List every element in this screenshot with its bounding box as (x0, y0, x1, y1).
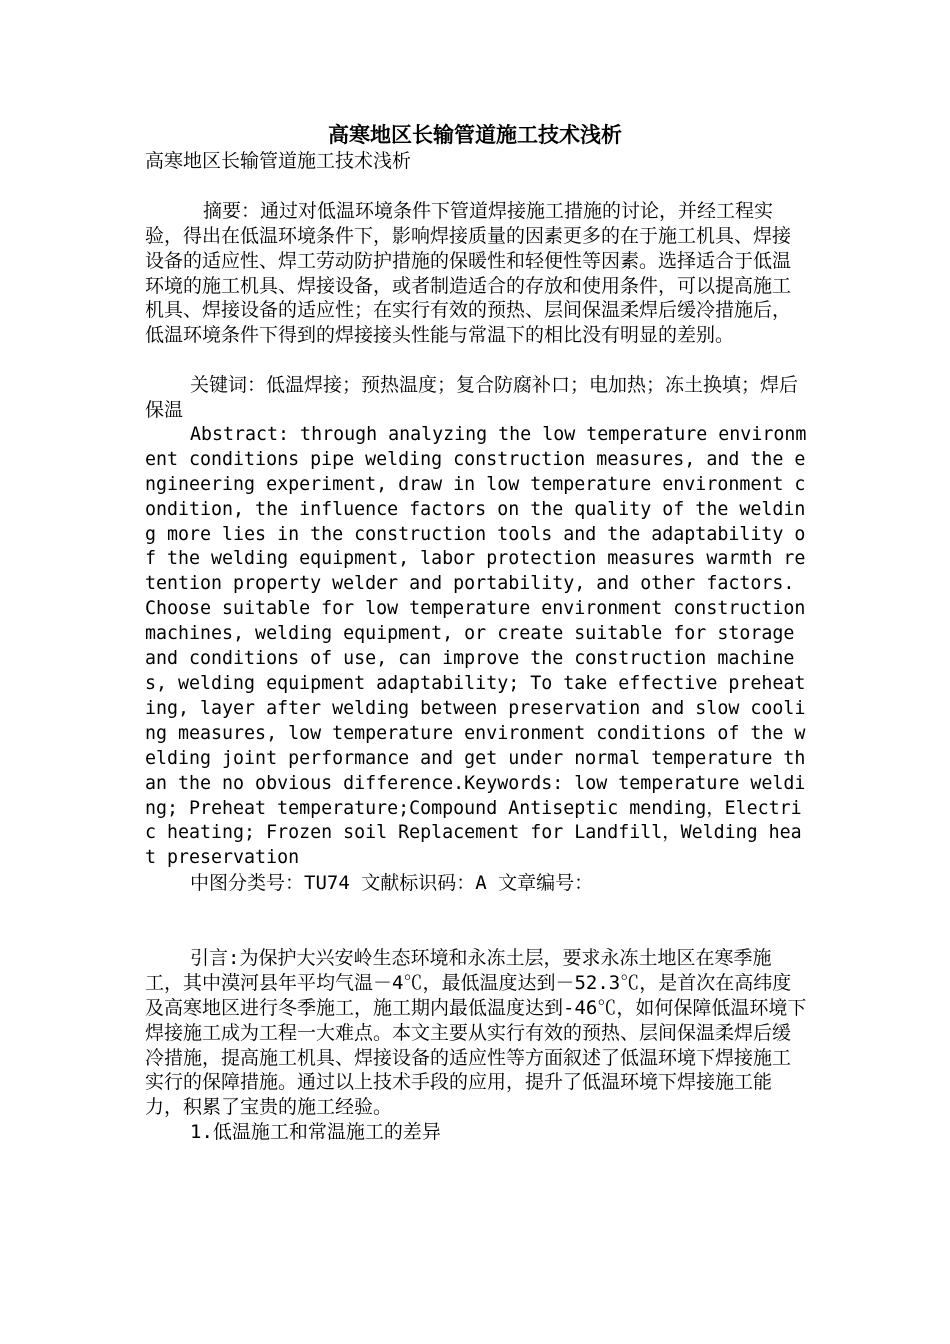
classification-line: 中图分类号：TU74 文献标识码：A 文章编号： (190, 872, 594, 895)
abstract-en: Abstract: through analyzing the low temperature environment conditions pipe welding construction measures, and the engineering experiment, draw in low temperature environment condition, the influence factors on the quality of the welding more lies in the construction tools and the adaptability of the welding equipment, labor protection measures warmth retention property welder and portability, and other factors. Choose suitable for low temperature environment construction machines, welding equipment, or create suitable for storage and conditions of use, can improve the construction machines, welding equipment adaptability; To take effective preheating, layer after welding between preservation and slow cooling measures, low temperature environment conditions of the welding joint performance and get under normal temperature than the no obvious difference.Keywords: low temperature welding; Preheat temperature;Compound Antiseptic mending，Electric heating; Frozen soil Replacement for Landfill，Welding heat preservation (145, 423, 817, 869)
section-heading-1: 1.低温施工和常温施工的差异 (190, 1121, 441, 1144)
document-body (145, 149, 817, 1145)
spacer (145, 348, 807, 373)
document-subtitle: 高寒地区长输管道施工技术浅析 (145, 150, 412, 172)
spacer (145, 896, 807, 946)
document-title: 高寒地区长输管道施工技术浅析 (328, 122, 622, 147)
keywords-cn: 关键词：低温焊接；预热温度；复合防腐补口；电加热；冻土换填；焊后保温 (145, 374, 799, 422)
introduction: 引言:为保护大兴安岭生态环境和永冻土层，要求永冻土地区在寒季施工，其中漠河县年平均气温－4℃，最低温度达到－52.3℃，是首次在高纬度及高寒地区进行冬季施工，施工期内最低温度达到-46℃，如何保障低温环境下焊接施工成为工程一大难点。本文主要从实行有效的预热、层间保温柔焊后缓冷措施，提高施工机具、焊接设备的适应性等方面叙述了低温环境下焊接施工实行的保障措施。通过以上技术手段的应用，提升了低温环境下焊接施工能力，积累了宝贵的施工经验。 (145, 946, 807, 1119)
spacer (145, 174, 807, 199)
abstract-cn: 摘要：通过对低温环境条件下管道焊接施工措施的讨论，并经工程实验，得出在低温环境条件下，影响焊接质量的因素更多的在于施工机具、焊接设备的适应性、焊工劳动防护措施的保暖性和轻便性等因素。选择适合于低温环境的施工机具、焊接设备，或者制造适合的存放和使用条件，可以提高施工机具、焊接设备的适应性；在实行有效的预热、层间保温柔焊后缓冷措施后，低温环境条件下得到的焊接接头性能与常温下的相比没有明显的差别。 (145, 199, 792, 347)
